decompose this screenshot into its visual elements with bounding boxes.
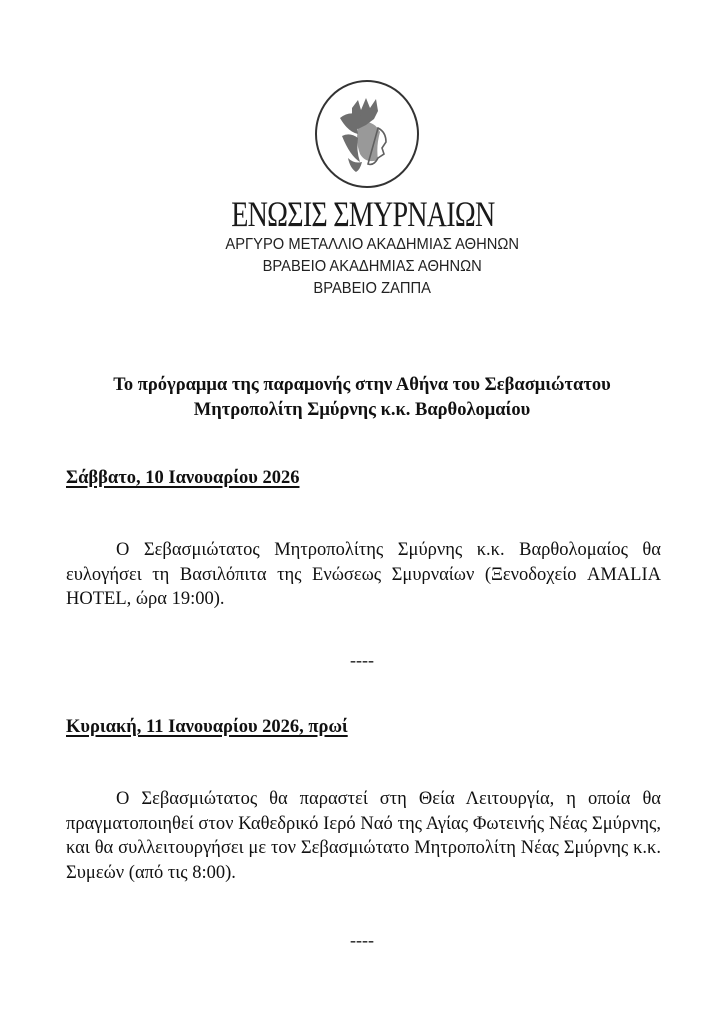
section-paragraph: Ο Σεβασμιώτατος Μητροπολίτης Σμύρνης κ.κ. Βαρθολομαίος θα ευλογήσει τη Βασιλόπιτα της Ενώσεως Σμυρναίων (Ξενοδοχείο AMALIA HOTEL, ώρα 19:00). (66, 540, 661, 609)
title-line: Το πρόγραμμα της παραμονής στην Αθήνα του Σεβασμιώτατου (113, 375, 611, 395)
separator: ---- (350, 930, 374, 950)
award-line: ΒΡΑΒΕΙΟ ΖΑΠΠΑ (313, 280, 431, 297)
section-paragraph: Ο Σεβασμιώτατος θα παραστεί στη Θεία Λειτουργία, η οποία θα πραγματοποιηθεί στον Καθεδρικό Ιερό Ναό της Αγίας Φωτεινής Νέας Σμύρνης, και θα συλλειτουργήσει με τον Σεβασμιώτατο Μητροπολίτη Νέας Σμύρνης κ.κ. Συμεών (από τις 8:00). (66, 789, 661, 883)
document-title (0, 373, 724, 423)
section-date: Σάββατο, 10 Ιανουαρίου 2026 (66, 468, 300, 488)
award-line: ΒΡΑΒΕΙΟ ΑΚΑΔΗΜΙΑΣ ΑΘΗΝΩΝ (262, 258, 482, 275)
section-date: Κυριακή, 11 Ιανουαρίου 2026, πρωί (66, 717, 348, 737)
organization-name: ΕΝΩΣΙΣ ΣΜΥΡΝΑΙΩΝ (231, 194, 495, 234)
title-line: Μητροπολίτη Σμύρνης κ.κ. Βαρθολομαίου (193, 400, 531, 420)
coin-head-emblem-icon (312, 78, 422, 190)
separator: ---- (350, 650, 374, 670)
award-line: ΑΡΓΥΡΟ ΜΕΤΑΛΛΙΟ ΑΚΑΔΗΜΙΑΣ ΑΘΗΝΩΝ (225, 236, 520, 253)
